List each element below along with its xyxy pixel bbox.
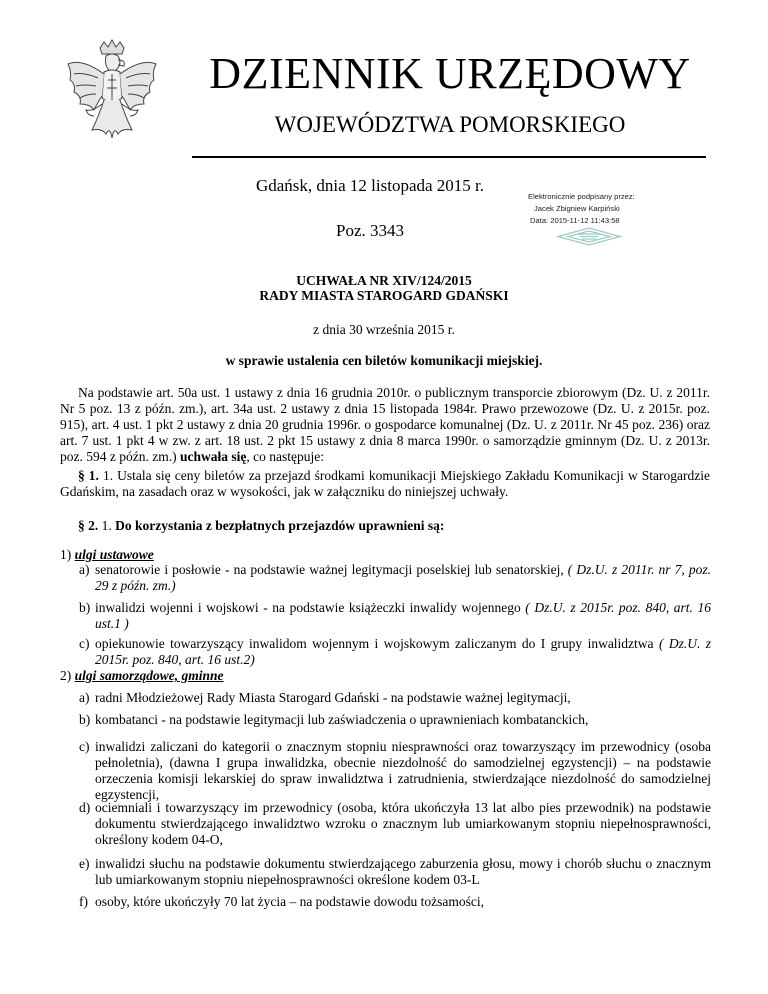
section-1-mark: § 1. bbox=[78, 468, 99, 483]
signature-stamp-icon bbox=[556, 227, 622, 246]
signature-date: Data: 2015-11-12 11:43:58 bbox=[530, 216, 620, 225]
resolution-date: z dnia 30 września 2015 r. bbox=[313, 322, 455, 337]
preamble-bold: uchwała się bbox=[179, 449, 247, 464]
resolution-number: UCHWAŁA NR XIV/124/2015 bbox=[296, 273, 472, 288]
journal-subtitle: WOJEWÓDZTWA POMORSKIEGO bbox=[274, 112, 626, 137]
header-divider bbox=[192, 156, 706, 158]
section-2-text: Do korzystania z bezpłatnych przejazdów uprawnieni są: bbox=[115, 518, 445, 533]
resolution-body: RADY MIASTA STAROGARD GDAŃSKI bbox=[259, 288, 509, 303]
list-item: e) inwalidzi słuchu na podstawie dokumentu stwierdzającego zaburzenia głosu, mowy i chorób słuchu o znacznym lub umiarkowanym stopniu niepełnosprawności określone kodem 03-L bbox=[79, 856, 711, 887]
list-item: c) inwalidzi zaliczani do kategorii o znacznym stopniu niesprawności oraz towarzyszący im przewodnicy (osoba pełnoletnia), (dawna I grupa inwalidzka, obecnie niezdolność do samodzielnej egzystencji) – na podstawie orzeczenia komisji lekarskiej do spraw inwalidztwa i zatrudnienia, stwierdzające niezdolność do samodzielnej egzystencji, bbox=[79, 739, 711, 802]
section-2-intro: § 2. 1. Do korzystania z bezpłatnych przejazdów uprawnieni są: bbox=[78, 518, 445, 533]
electronic-signature bbox=[528, 191, 738, 227]
section-1-paragraph: § 1. 1. Ustala się ceny biletów za przejazd środkami komunikacji Miejskiego Zakładu Komunikacji w Starogardzie Gdańskim, na zasadach oraz w wysokości, jak w załączniku do niniejszej uchwały. bbox=[60, 468, 710, 499]
list-item: f) osoby, które ukończyły 70 lat życia – na podstawie dowodu tożsamości, bbox=[79, 894, 485, 909]
section-2-mark: § 2. bbox=[78, 518, 99, 533]
publication-date: Gdańsk, dnia 12 listopada 2015 r. bbox=[255, 176, 485, 195]
polish-eagle-emblem-icon bbox=[62, 38, 162, 156]
preamble-paragraph: Na podstawie art. 50a ust. 1 ustawy z dnia 16 grudnia 2010r. o publicznym transporcie zbiorowym (Dz. U. z 2011r. Nr 5 poz. 13 z późn. zm.), art. 34a ust. 2 ustawy z dnia 15 listopada 1984r. Prawo przewozowe (Dz. U. z 2015r. poz. 915), art. 4 ust. 1 pkt 2 ustawy z dnia 20 grudnia 1996r. o gospodarce komunalnej (Dz. U. z 2011r. Nr 45 poz. 236) oraz art. 7 ust. 1 pkt 4 w zw. z art. 18 ust. 2 pkt 15 ustawy z dnia 8 marca 1990r. o samorządzie gminnym (Dz. U. z 2013r. poz. 594 z późn. zm.) uchwała się, co następuje: bbox=[60, 385, 710, 464]
list-item: a) senatorowie i posłowie - na podstawie ważnej legitymacji poselskiej lub senatorskiej, ( Dz.U. z 2011r. nr 7, poz. 29 z późn. zm.) bbox=[79, 562, 711, 593]
resolution-heading bbox=[0, 273, 768, 303]
list-item: c) opiekunowie towarzyszący inwalidom wojennym i wojskowym zaliczanym do I grupy inwalidztwa ( Dz.U. z 2015r. poz. 840, art. 16 ust.2) bbox=[79, 636, 711, 667]
list-item: b) inwalidzi wojenni i wojskowi - na podstawie książeczki inwalidy wojennego ( Dz.U. z 2015r. poz. 840, art. 16 ust.1 ) bbox=[79, 600, 711, 631]
signature-signer: Jacek Zbigniew Karpiński bbox=[534, 204, 620, 213]
resolution-subject: w sprawie ustalenia cen biletów komunikacji miejskiej. bbox=[225, 353, 543, 368]
category-municipal: 2) ulgi samorządowe, gminne bbox=[60, 668, 224, 683]
journal-title: DZIENNIK URZĘDOWY bbox=[209, 49, 691, 98]
list-item: b) kombatanci - na podstawie legitymacji lub zaświadczenia o uprawnieniach kombatanckich, bbox=[79, 712, 589, 727]
signature-label: Elektronicznie podpisany przez: bbox=[528, 192, 635, 201]
list-item: d) ociemniali i towarzyszący im przewodnicy (osoba, która ukończyła 13 lat albo pies przewodnik) na podstawie dokumentu stwierdzającego inwalidztwo wzroku o znacznym lub umiarkowanym stopniu niepełnosprawności, określony kodem 04-O, bbox=[79, 800, 711, 847]
position-number: Poz. 3343 bbox=[336, 221, 404, 240]
list-item: a) radni Młodzieżowej Rady Miasta Starogard Gdański - na podstawie ważnej legitymacji, bbox=[79, 690, 571, 705]
category-statutory: 1) ulgi ustawowe bbox=[60, 547, 154, 562]
